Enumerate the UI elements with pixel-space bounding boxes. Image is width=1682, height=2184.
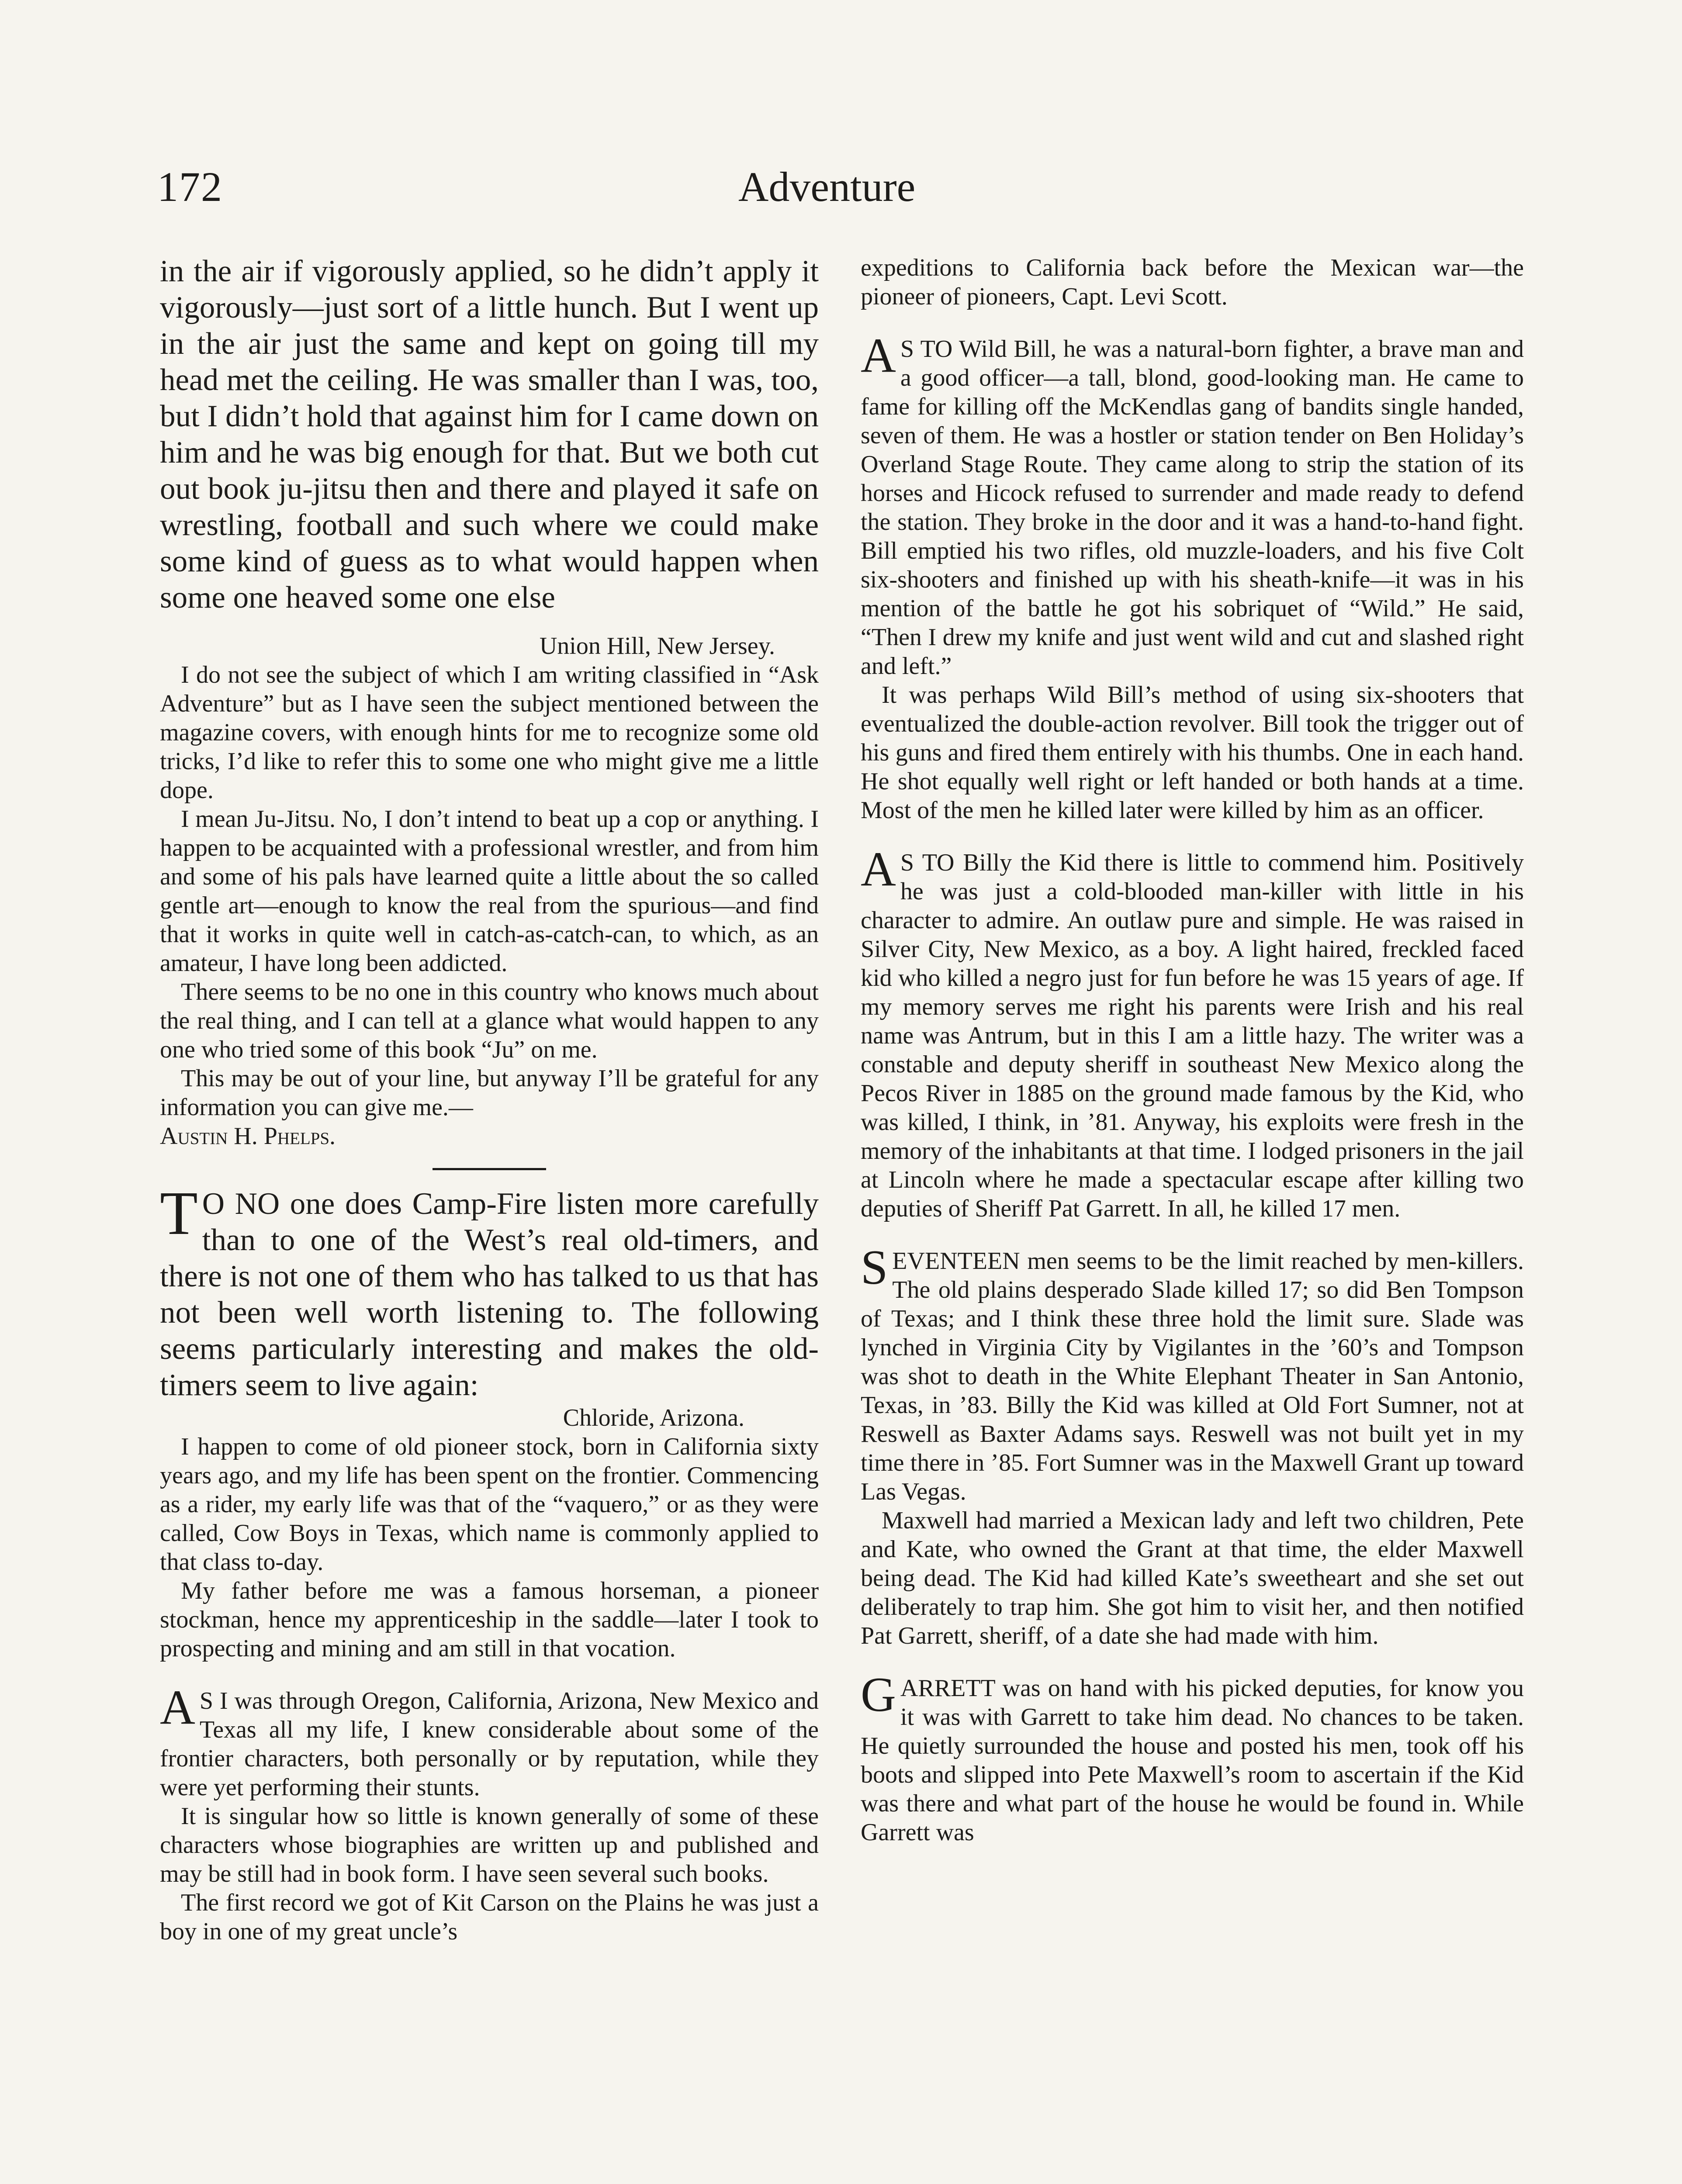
letter1-paragraph: I mean Ju-Jitsu. No, I don’t intend to beat up a cop or anything. I happen to be acquainted with a professional wrestler, and from him and some of his pals have learned quite a little about the so called gentle art—enough to know the real from the spurious—and find that it works in quite well in catch-as-catch-can, to which, as an amateur, I have long been addicted. bbox=[160, 805, 819, 977]
section-wild-bill bbox=[861, 328, 1524, 825]
section-garrett bbox=[861, 1668, 1524, 1847]
letter1-paragraph: This may be out of your line, but anyway I’ll be grateful for any information you can give me.— bbox=[160, 1065, 819, 1121]
section-text: ARRETT was on hand with his picked deputies, for know you it was with Garrett to take him dead. No chances to be taken. He quietly surrounded the house and posted his men, took off his boots and slipped into Pete Maxwell’s room to ascertain if the Kid was there and what part of the house he would be found in. While Garrett was bbox=[861, 1675, 1524, 1846]
dropcap: A bbox=[160, 1680, 195, 1735]
section-camp-fire-intro bbox=[160, 1178, 819, 1663]
section-seventeen-men bbox=[861, 1241, 1524, 1650]
section-text: EVENTEEN men seems to be the limit reached by men-killers. The old plains desperado Slade killed 17; so did Ben Tompson of Texas; and I think these three hold the limit sure. Slade was lynched in Virginia City by Vigilantes in the ’60’s and Tompson was shot to death in the White Elephant Theater in San Antonio, Texas, in ’83. Billy the Kid was killed at Old Fort Sumner, not at Reswell as Baxter Adams says. Reswell was not built yet in my time there in ’85. Fort Sumner was in the Maxwell Grant up toward Las Vegas. bbox=[861, 1248, 1524, 1505]
left-column bbox=[160, 253, 819, 1946]
letter2-dateline: Chloride, Arizona. bbox=[563, 1404, 744, 1431]
letter1-signature: Austin H. Phelps. bbox=[160, 1123, 336, 1150]
section-text: S TO Billy the Kid there is little to commend him. Positively he was just a cold-blooded man-killer with little in his character to admire. An outlaw pure and simple. He was raised in Silver City, New Mexico, as a boy. A light haired, freckled faced kid who killed a negro just for fun before he was 15 years of age. If my memory serves me right his parents were Irish and his real name was Antrum, but in this I am a little hazy. The writer was a constable and deputy sheriff in southeast New Mexico along the Pecos River in 1885 on the ground made famous by the Kid, who was killed, I think, in ’81. Anyway, his exploits were fresh in the memory of the inhabitants at that time. I lodged prisoners in the jail at Lincoln where he made a spectacular escape after killing two deputies of Sheriff Pat Garrett. In all, he killed 17 men. bbox=[861, 849, 1524, 1222]
section-paragraph: It was perhaps Wild Bill’s method of using six-shooters that eventualized the double-action revolver. Bill took the trigger out of his guns and fired them entirely with his thumbs. One in each hand. He shot equally well right or left handed or both hands at a time. Most of the men he killed later were killed by him as an officer. bbox=[861, 681, 1524, 824]
section-text: O NO one does Camp-Fire listen more carefully than to one of the West’s real old-timers, and there is not one of them who has talked to us that has not been well worth listening to. The following seems particularly interesting and makes the old-timers seem to live again: bbox=[160, 1187, 819, 1402]
section-text: S TO Wild Bill, he was a natural-born fighter, a brave man and a good officer—a tall, blond, good-looking man. He came to fame for killing off the McKendlas gang of bandits single handed, seven of them. He was a hostler or station tender on Ben Holiday’s Overland Stage Route. They came along to strip the station of its horses and Hicock refused to surrender and made ready to defend the station. They broke in the door and it was a hand-to-hand fight. Bill emptied his two rifles, old muzzle-loaders, and his five Colt six-shooters and finished up with his sheath-knife—it was in his mention of the battle he got his sobriquet of “Wild.” He said, “Then I drew my knife and just went wild and cut and slashed right and left.” bbox=[861, 335, 1524, 680]
intro-paragraph: in the air if vigorously applied, so he didn’t apply it vigorously—just sort of a little hunch. But I went up in the air just the same and kept on going till my head met the ceiling. He was smaller than I was, too, but I didn’t hold that against him for I came down on him and he was big enough for that. But we both cut out book ju-jitsu then and there and played it safe on wrestling, football and such where we could make some kind of guess as to what would happen when some one heaved some one else bbox=[160, 254, 819, 615]
letter2-paragraph: My father before me was a famous horseman, a pioneer stockman, hence my apprenticeship in the saddle—later I took to prospecting and mining and am still in that vocation. bbox=[160, 1577, 819, 1662]
letter1-dateline: Union Hill, New Jersey. bbox=[539, 632, 775, 660]
letter1-paragraph: I do not see the subject of which I am writing classified in “Ask Adventure” but as I have seen the subject mentioned between the magazine covers, with enough hints for me to recognize some old tricks, I’d like to refer this to some one who might give me a little dope. bbox=[160, 661, 819, 804]
section-billy-the-kid bbox=[861, 842, 1524, 1223]
letter-union-hill bbox=[160, 632, 819, 1151]
dropcap: A bbox=[861, 328, 896, 383]
section-paragraph: The first record we got of Kit Carson on the Plains he was just a boy in one of my great uncle’s bbox=[160, 1889, 819, 1945]
page-number: 172 bbox=[157, 163, 223, 210]
letter2-paragraph: I happen to come of old pioneer stock, born in California sixty years ago, and my life has been spent on the frontier. Commencing as a rider, my early life was that of the “vaquero,” or as they were called, Cow Boys in Texas, which name is commonly applied to that class to-day. bbox=[160, 1433, 819, 1576]
dropcap: S bbox=[861, 1241, 888, 1295]
dropcap: T bbox=[160, 1178, 198, 1248]
dropcap: A bbox=[861, 842, 896, 896]
dropcap: G bbox=[861, 1668, 896, 1722]
running-head-title: Adventure bbox=[738, 163, 916, 210]
continuation-paragraph: expeditions to California back before the Mexican war—the pioneer of pioneers, Capt. Levi Scott. bbox=[861, 254, 1524, 310]
section-paragraph: Maxwell had married a Mexican lady and left two children, Pete and Kate, who owned the Grant at that time, the elder Maxwell being dead. The Kid had killed Kate’s sweetheart and she set out deliberately to trap him. She got him to visit her, and then notified Pat Garrett, sheriff, of a date she had made with him. bbox=[861, 1507, 1524, 1649]
section-text: S I was through Oregon, California, Arizona, New Mexico and Texas all my life, I knew considerable about some of the frontier characters, both personally or by reputation, while they were yet performing their stunts. bbox=[160, 1687, 819, 1801]
section-paragraph: It is singular how so little is known generally of some of these characters whose biographies are written up and published and may be still had in book form. I have seen several such books. bbox=[160, 1803, 819, 1887]
section-divider bbox=[433, 1168, 546, 1170]
right-column bbox=[861, 253, 1524, 1847]
letter1-paragraph: There seems to be no one in this country who knows much about the real thing, and I can tell at a glance what would happen to any one who tried some of this book “Ju” on me. bbox=[160, 978, 819, 1063]
section-frontier-characters bbox=[160, 1680, 819, 1946]
